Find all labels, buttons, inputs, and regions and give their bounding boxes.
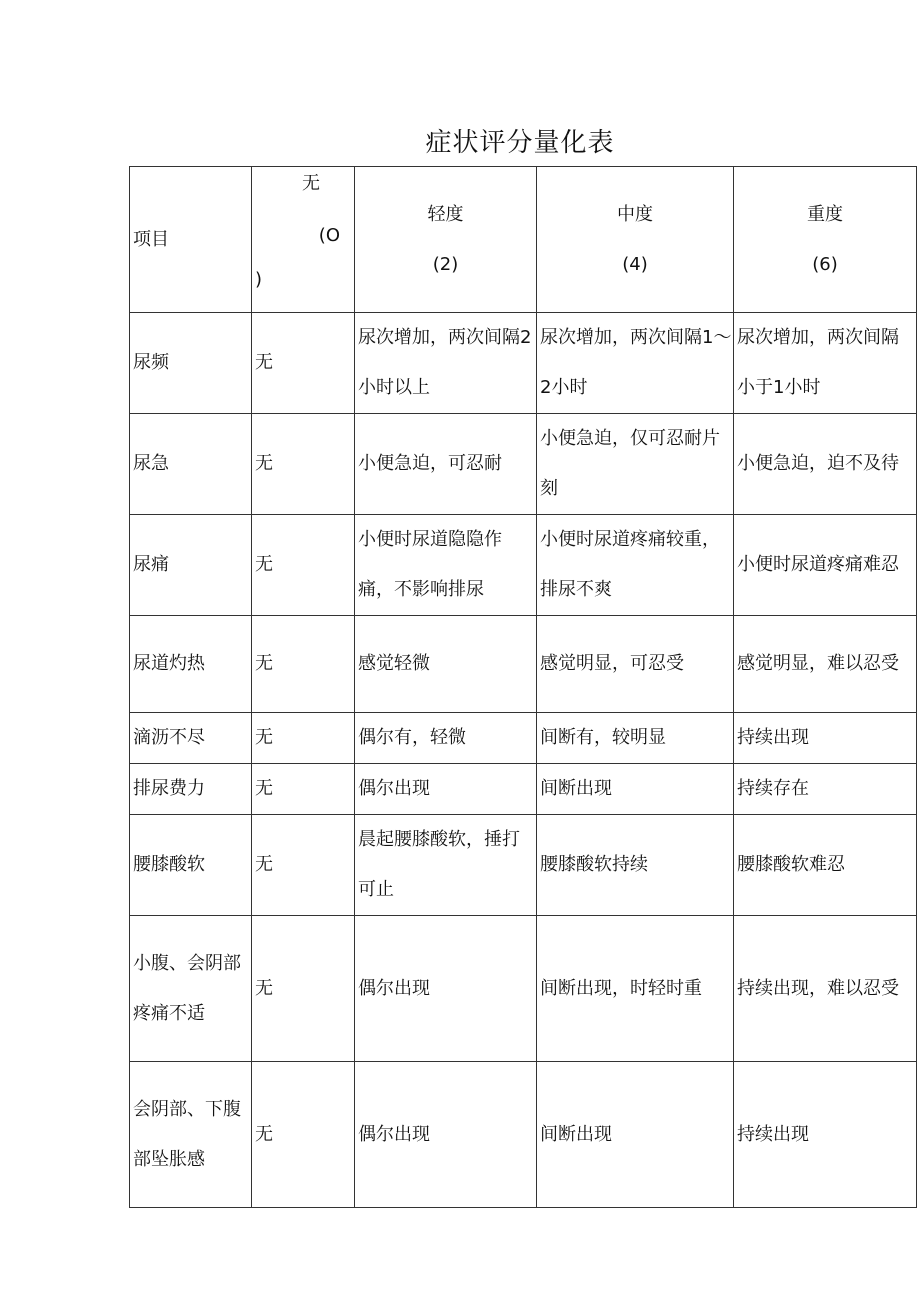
cell-item: 小腹、会阴部疼痛不适 (130, 916, 252, 1062)
header-severe-label: 重度 (807, 203, 843, 225)
cell-mild: 尿次增加，两次间隔2小时以上 (355, 313, 537, 414)
cell-moderate: 小便时尿道疼痛较重，排尿不爽 (537, 515, 734, 616)
cell-moderate: 间断出现，时轻时重 (537, 916, 734, 1062)
cell-moderate: 小便急迫，仅可忍耐片刻 (537, 414, 734, 515)
cell-moderate: 尿次增加，两次间隔1～2小时 (537, 313, 734, 414)
cell-mild: 偶尔出现 (355, 1062, 537, 1208)
cell-moderate: 腰膝酸软持续 (537, 815, 734, 916)
header-moderate-label: 中度 (617, 203, 653, 225)
header-moderate-score: (4) (622, 253, 648, 275)
cell-mild: 小便急迫，可忍耐 (355, 414, 537, 515)
cell-none: 无 (252, 764, 355, 815)
cell-severe: 小便急迫，迫不及待 (734, 414, 917, 515)
cell-none: 无 (252, 414, 355, 515)
cell-severe: 尿次增加，两次间隔小于1小时 (734, 313, 917, 414)
header-severe-cell (734, 167, 917, 313)
cell-moderate: 间断出现 (537, 764, 734, 815)
symptom-score-table (129, 166, 917, 1208)
table-row (130, 1062, 917, 1208)
table-row (130, 916, 917, 1062)
cell-item: 滴沥不尽 (130, 713, 252, 764)
cell-none: 无 (252, 1062, 355, 1208)
cell-mild: 感觉轻微 (355, 616, 537, 713)
cell-severe: 感觉明显，难以忍受 (734, 616, 917, 713)
cell-severe: 持续出现 (734, 713, 917, 764)
table-header-row (130, 167, 917, 313)
cell-item: 会阴部、下腹部坠胀感 (130, 1062, 252, 1208)
cell-mild: 小便时尿道隐隐作痛，不影响排尿 (355, 515, 537, 616)
table-row (130, 713, 917, 764)
header-mild-cell (355, 167, 537, 313)
cell-severe: 腰膝酸软难忍 (734, 815, 917, 916)
cell-severe: 小便时尿道疼痛难忍 (734, 515, 917, 616)
cell-none: 无 (252, 313, 355, 414)
cell-none: 无 (252, 713, 355, 764)
cell-none: 无 (252, 815, 355, 916)
cell-severe: 持续出现 (734, 1062, 917, 1208)
cell-mild: 晨起腰膝酸软，捶打可止 (355, 815, 537, 916)
cell-item: 尿道灼热 (130, 616, 252, 713)
cell-moderate: 间断有，较明显 (537, 713, 734, 764)
cell-item: 尿痛 (130, 515, 252, 616)
header-mild-label: 轻度 (427, 203, 464, 225)
table-row (130, 414, 917, 515)
header-none-cell (252, 167, 355, 313)
cell-moderate: 感觉明显，可忍受 (537, 616, 734, 713)
header-none-score-open: (O (318, 225, 340, 246)
cell-mild: 偶尔出现 (355, 764, 537, 815)
cell-item: 排尿费力 (130, 764, 252, 815)
header-moderate-cell (537, 167, 734, 313)
header-none-score-close: ) (255, 269, 263, 290)
cell-none: 无 (252, 616, 355, 713)
table-row (130, 764, 917, 815)
header-item-cell: 项目 (130, 167, 252, 313)
cell-moderate: 间断出现 (537, 1062, 734, 1208)
cell-none: 无 (252, 515, 355, 616)
table-row (130, 515, 917, 616)
table-row (130, 815, 917, 916)
cell-item: 尿急 (130, 414, 252, 515)
cell-severe: 持续存在 (734, 764, 917, 815)
cell-none: 无 (252, 916, 355, 1062)
cell-mild: 偶尔出现 (355, 916, 537, 1062)
header-none-label: 无 (302, 173, 320, 194)
cell-mild: 偶尔有，轻微 (355, 713, 537, 764)
header-severe-score: (6) (812, 253, 838, 275)
table-row (130, 313, 917, 414)
table-row (130, 616, 917, 713)
cell-severe: 持续出现，难以忍受 (734, 916, 917, 1062)
page-title: 症状评分量化表 (425, 128, 615, 158)
header-mild-score: (2) (432, 253, 459, 275)
cell-item: 尿频 (130, 313, 252, 414)
cell-item: 腰膝酸软 (130, 815, 252, 916)
